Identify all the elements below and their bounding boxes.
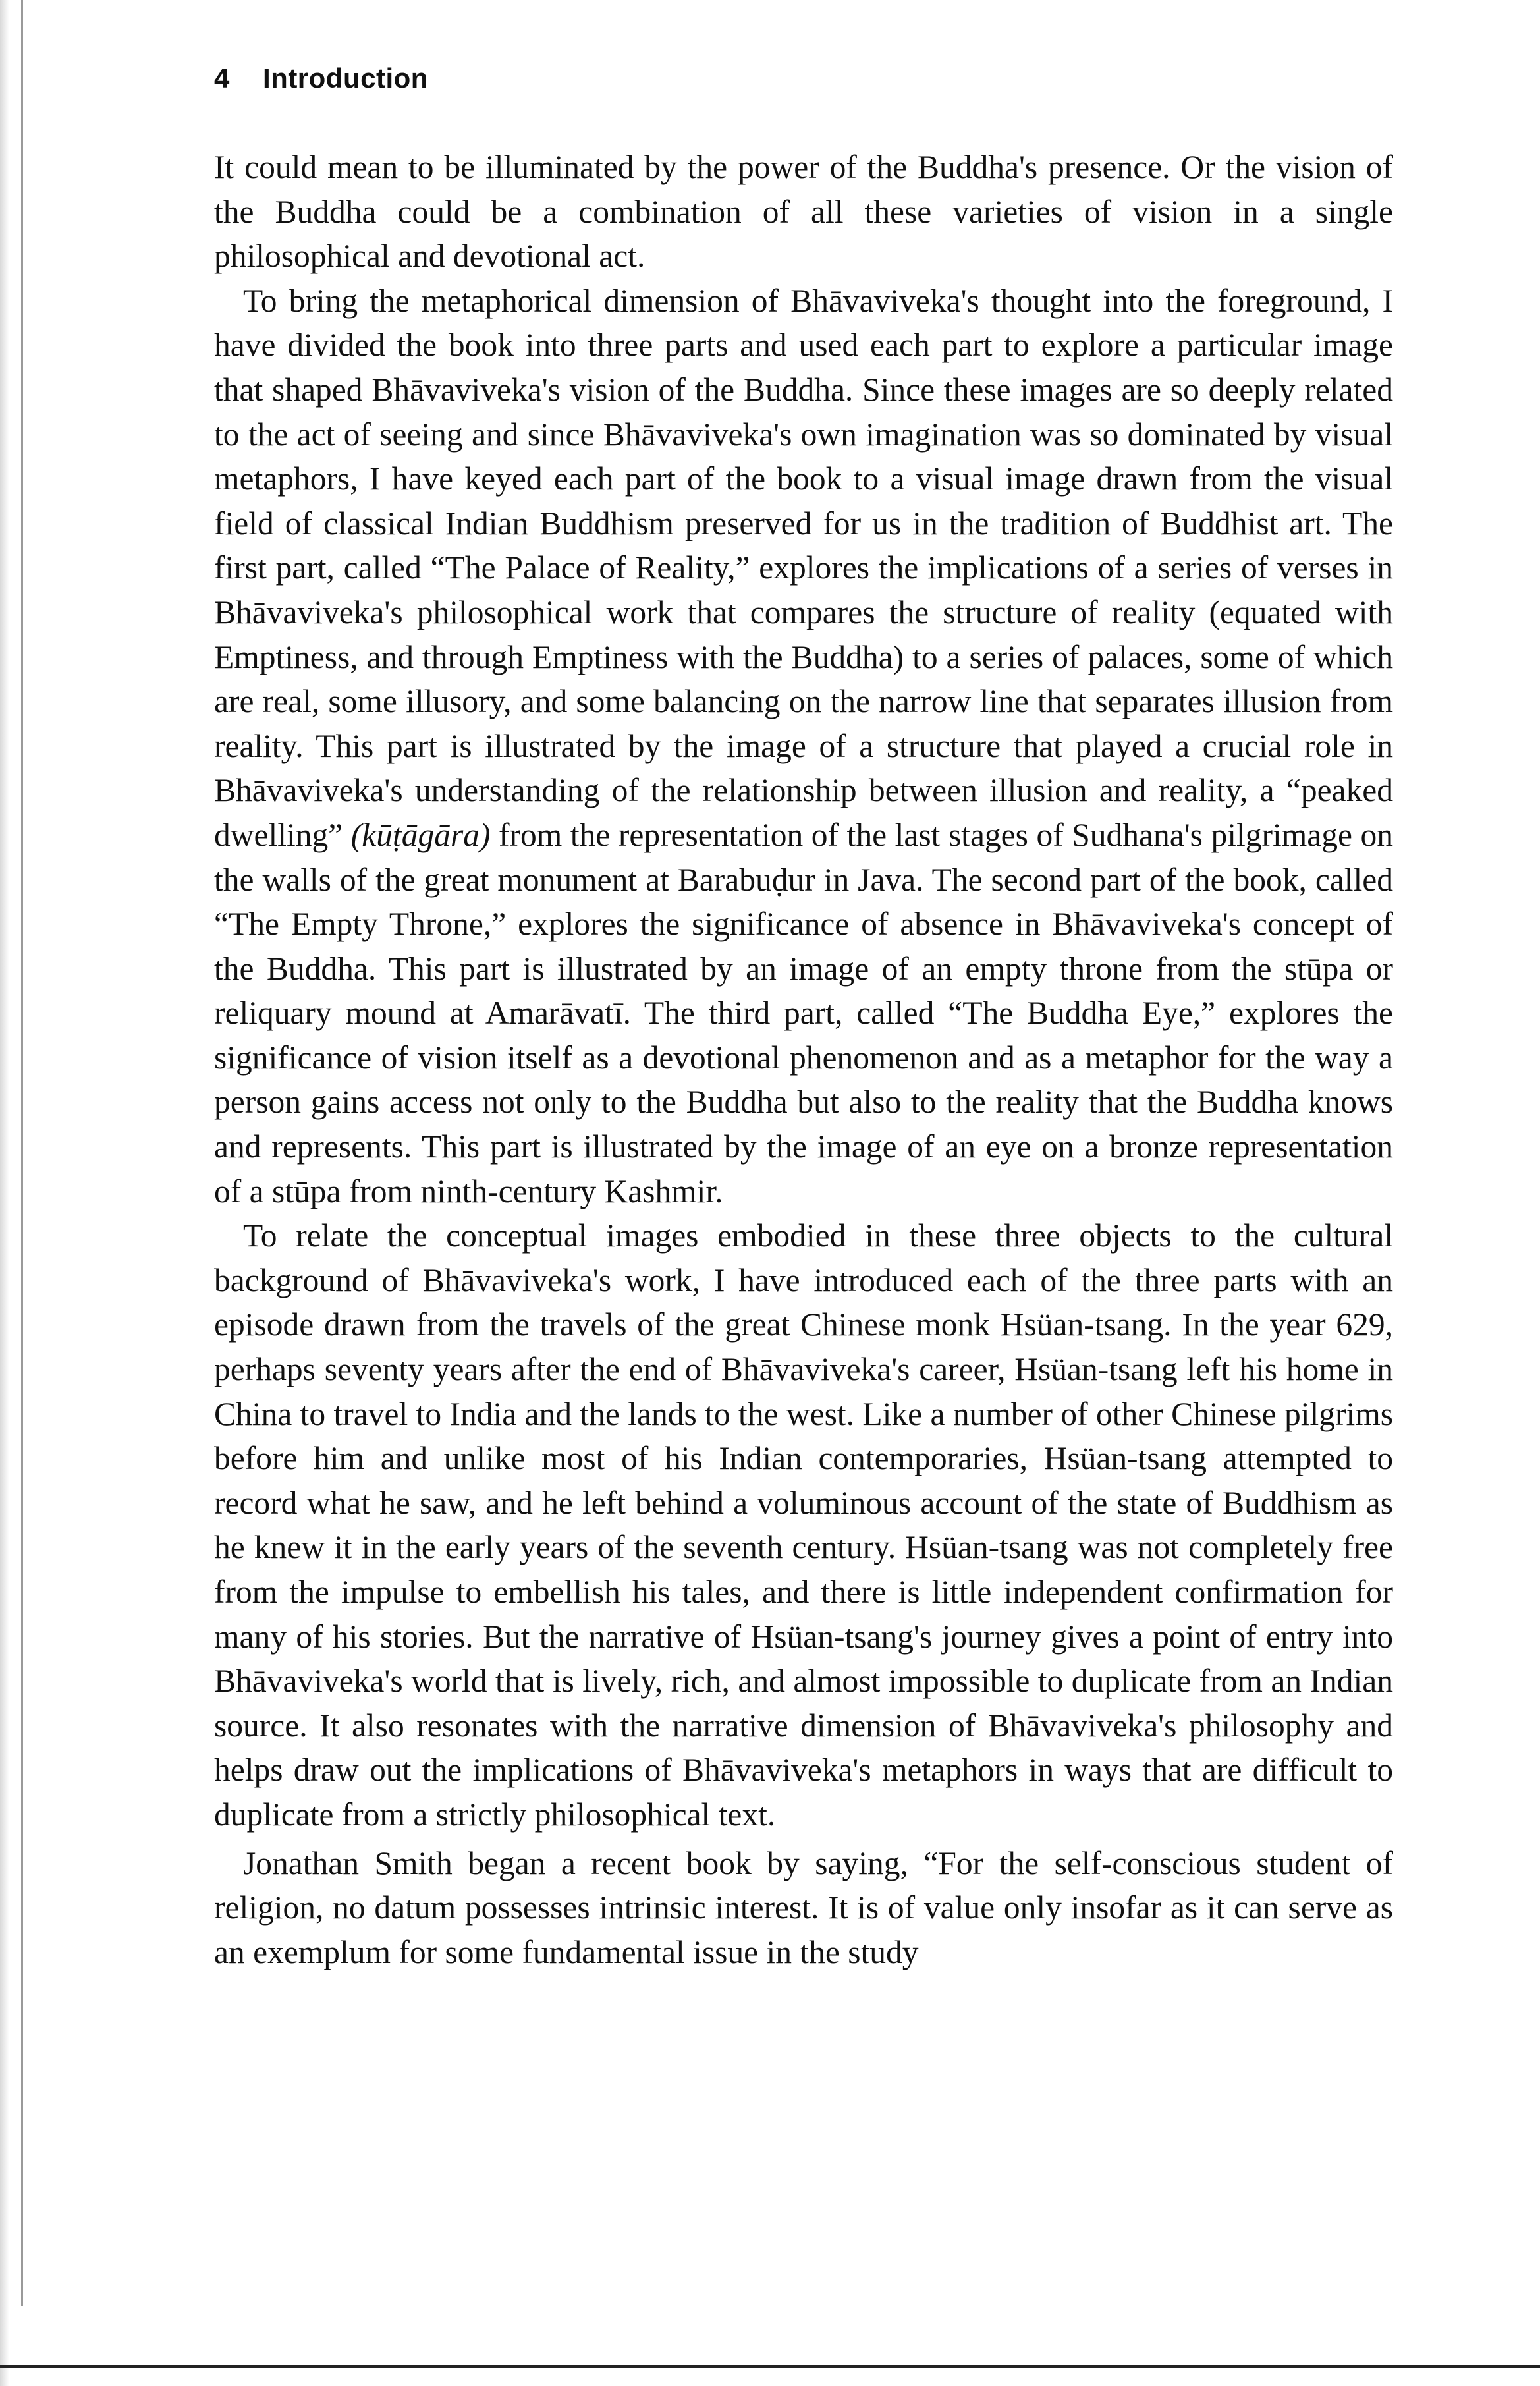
scan-edge-shadow — [0, 0, 9, 2386]
paragraph-2-italic-term: (kūṭāgāra) — [350, 816, 491, 853]
paragraph-2-text-after: from the representation of the last stages of Sudhana's pilgrimage on the walls of the great monument at Barabuḍur in Java. The second part of the book, called “The Empty Throne,” explores the significance of absence in Bhāvaviveka's concept of the Buddha. This part is illustrated by an image of an empty throne from the stūpa or reliquary mound at Amarāvatī. The third part, called “The Buddha Eye,” explores the significance of vision itself as a devotional phenomenon and as a metaphor for the way a person gains access not only to the Buddha but also to the reality that the Buddha knows and represents. This part is illustrated by the image of an eye on a bronze representation of a stūpa from ninth-century Kashmir. — [214, 816, 1393, 1209]
scan-binding-line — [21, 0, 23, 2306]
paragraph-2-text-before: To bring the metaphorical dimension of Bhāvaviveka's thought into the foreground, I have divided the book into three parts and used each part to explore a particular image that shaped Bhāvaviveka's vision of the Buddha. Since these images are so deeply related to the act of seeing and since Bhāvaviveka's own imagination was so dominated by visual metaphors, I have keyed each part of the book to a visual image drawn from the visual field of classical Indian Buddhism preserved for us in the tradition of Buddhist art. The first part, called “The Palace of Reality,” explores the implications of a series of verses in Bhāvaviveka's philosophical work that compares the structure of reality (equated with Emptiness, and through Emptiness with the Buddha) to a series of palaces, some of which are real, some illusory, and some balancing on the narrow line that separates illusion from reality. This part is illustrated by the image of a structure that played a crucial role in Bhāvaviveka's understanding of the relationship between illusion and reality, a “peaked dwelling” — [214, 282, 1393, 853]
paragraph-2 — [214, 279, 1393, 1213]
paragraph-4: Jonathan Smith began a recent book by saying, “For the self-conscious student of religion, no datum possesses intrinsic interest. It is of value only insofar as it can serve as an exemplum for some fundamental issue in the study — [214, 1845, 1393, 1970]
running-title: Introduction — [263, 63, 428, 94]
running-header — [214, 63, 428, 94]
paragraph-1: It could mean to be illuminated by the power of the Buddha's presence. Or the vision of the Buddha could be a combination of all these varieties of vision in a single philosophical and devotional act. — [214, 149, 1393, 275]
page-number: 4 — [214, 63, 230, 94]
paragraph-3: To relate the conceptual images embodied in these three objects to the cultural background of Bhāvaviveka's work, I have introduced each of the three parts with an episode drawn from the travels of the great Chinese monk Hsüan-tsang. In the year 629, perhaps seventy years after the end of Bhāvaviveka's career, Hsüan-tsang left his home in China to travel to India and the lands to the west. Like a number of other Chinese pilgrims before him and unlike most of his Indian contemporaries, Hsüan-tsang attempted to record what he saw, and he left behind a voluminous account of the state of Buddhism as he knew it in the early years of the seventh century. Hsüan-tsang was not completely free from the impulse to embellish his tales, and there is little independent confirmation for many of his stories. But the narrative of Hsüan-tsang's journey gives a point of entry into Bhāvaviveka's world that is lively, rich, and almost impossible to duplicate from an Indian source. It also resonates with the narrative dimension of Bhāvaviveka's philosophy and helps draw out the implications of Bhāvaviveka's metaphors in ways that are difficult to duplicate from a strictly philosophical text. — [214, 1217, 1393, 1833]
bottom-scan-rule — [0, 2365, 1540, 2368]
body-text — [214, 145, 1393, 1974]
